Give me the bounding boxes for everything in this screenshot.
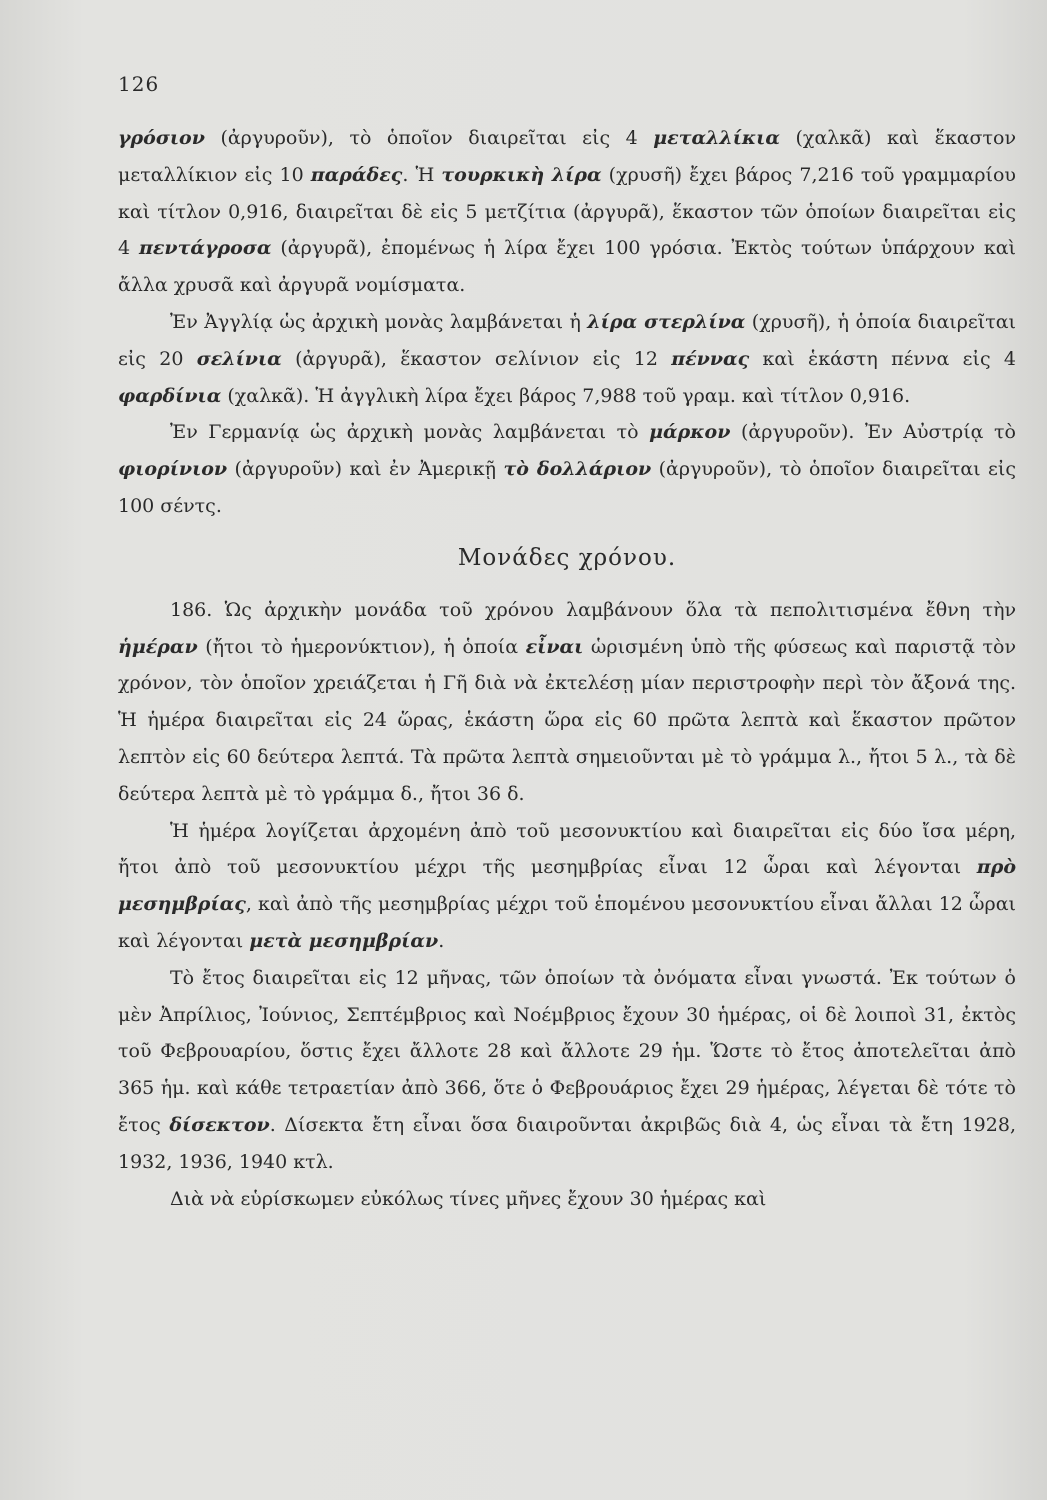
text-run: (ἀργυρᾶ), ἕκαστον σελίνιον εἰς 12 (281, 347, 672, 370)
text-run: 186. Ὡς ἀρχικὴν μονάδα τοῦ χρόνου λαμβάνουν ὅλα τὰ πεπολιτισμένα ἔθνη τὴν (170, 598, 1016, 621)
text-run: (χαλκᾶ) καὶ ἕκαστον μεταλλίκιον εἰς 10 (118, 127, 1016, 186)
paragraph-7 (118, 1181, 1016, 1218)
emphasized-term: φαρδίνια (118, 384, 222, 407)
text-run: (χρυσῆ), ἡ ὁποία διαιρεῖται εἰς 20 (118, 310, 1016, 370)
text-run: (ἀργυροῦν) καὶ ἐν Ἀμερικῇ (227, 458, 504, 481)
emphasized-term: τὸ δολλάριον (503, 458, 652, 481)
text-run: (χαλκᾶ). Ἡ ἀγγλικὴ λίρα ἔχει βάρος 7,988 τοῦ γραμ. καὶ τίτλον 0,916. (221, 384, 911, 407)
text-run: . Ἡ (402, 163, 442, 186)
text-run: (ἀργυρᾶ), ἐπομένως ἡ λίρα ἔχει 100 γρόσια. Ἐκτὸς τούτων ὑπάρχουν καὶ ἄλλα χρυσᾶ καὶ ἀργυρᾶ νομίσματα. (118, 237, 1016, 297)
emphasized-term: παράδες (310, 163, 403, 186)
emphasized-term: μάρκον (649, 421, 731, 444)
emphasized-term: τουρκικὴ λίρα (441, 163, 602, 186)
emphasized-term: πρὸ μεσημβρίας (118, 856, 1016, 916)
text-run: . (438, 929, 445, 952)
emphasized-term: μεταλλίκια (653, 127, 780, 149)
paragraph-2 (118, 304, 1016, 414)
text-run: Ἡ ἡμέρα λογίζεται ἀρχομένη ἀπὸ τοῦ μεσονυκτίου καὶ διαιρεῖται εἰς δύο ἴσα μέρη, ἤτοι ἀπὸ τοῦ μεσονυκτίου μέχρι τῆς μεσημβρίας εἶναι 12 ὧραι καὶ λέγονται (118, 819, 1016, 879)
paragraph-1 (118, 120, 1016, 304)
text-run: , καὶ ἀπὸ τῆς μεσημβρίας μέχρι τοῦ ἑπομένου μεσονυκτίου εἶναι ἄλλαι 12 ὧραι καὶ λέγονται (118, 893, 1016, 952)
text-run: . Δίσεκτα ἔτη εἶναι ὅσα διαιροῦνται ἀκριβῶς διὰ 4, ὡς εἶναι τὰ ἔτη 1928, 1932, 1936, 1940 κτλ. (118, 1113, 1016, 1173)
body-text (118, 120, 1016, 1217)
text-run: (ἀργυροῦν), τὸ ὁποῖον διαιρεῖται εἰς 4 (204, 127, 654, 149)
paragraph-3 (118, 414, 1016, 524)
text-run: (ἤτοι τὸ ἡμερονύκτιον), ἡ ὁποία (197, 635, 526, 658)
emphasized-term: γρόσιον (118, 127, 205, 149)
emphasized-term: πέννας (671, 347, 750, 370)
paragraph-5 (118, 813, 1016, 960)
text-run: (χρυσῆ) ἔχει βάρος 7,216 τοῦ γραμμαρίου καὶ τίτλον 0,916, διαιρεῖται δὲ εἰς 5 μετζίτια (ἀργυρᾶ), ἕκαστον τῶν ὁποίων διαιρεῖται εἰς 4 (118, 163, 1016, 260)
page-number: 126 (118, 72, 160, 96)
emphasized-term: μετὰ μεσημβρίαν (249, 929, 439, 952)
text-run: Τὸ ἔτος διαιρεῖται εἰς 12 μῆνας, τῶν ὁποίων τὰ ὀνόματα εἶναι γνωστά. Ἐκ τούτων ὁ μὲν Ἀπρίλιος, Ἰούνιος, Σεπτέμβριος καὶ Νοέμβριος ἔχουν 30 ἡμέρας, οἱ δὲ λοιποὶ 31, ἐκτὸς τοῦ Φεβρουαρίου, ὅστις ἔχει ἄλλοτε 28 καὶ ἄλλοτε 29 ἡμ. Ὥστε τὸ ἔτος ἀποτελεῖται ἀπὸ 365 ἡμ. καὶ κάθε τετραετίαν ἀπὸ 366, ὅτε ὁ Φεβρουάριος ἔχει 29 ἡμέρας, λέγεται δὲ τότε τὸ ἔτος (118, 966, 1016, 1136)
text-run: Ἐν Ἀγγλίᾳ ὡς ἀρχικὴ μονὰς λαμβάνεται ἡ (170, 310, 588, 333)
text-run: (ἀργυροῦν). Ἐν Αὐστρίᾳ τὸ (730, 421, 1016, 444)
emphasized-term: πεντάγροσα (138, 237, 272, 260)
text-run: Ἐν Γερμανίᾳ ὡς ἀρχικὴ μονὰς λαμβάνεται τὸ (170, 421, 650, 444)
emphasized-term: λίρα στερλίνα (587, 310, 746, 333)
text-run: καὶ ἑκάστη πέννα εἰς 4 (749, 347, 1016, 370)
emphasized-term: σελίνια (196, 347, 282, 370)
text-run: Διὰ νὰ εὑρίσκωμεν εὐκόλως τίνες μῆνες ἔχουν 30 ἡμέρας καὶ (170, 1187, 767, 1210)
emphasized-term: δίσεκτον (169, 1113, 270, 1136)
text-run: ὡρισμένη ὑπὸ τῆς φύσεως καὶ παριστᾷ τὸν χρόνον, τὸν ὁποῖον χρειάζεται ἡ Γῆ διὰ νὰ ἐκτελέσῃ μίαν περιστροφὴν περὶ τὸν ἄξονά της. Ἡ ἡμέρα διαιρεῖται εἰς 24 ὥρας, ἑκάστη ὥρα εἰς 60 πρῶτα λεπτὰ καὶ ἕκαστον πρῶτον λεπτὸν εἰς 60 δεύτερα λεπτά. Τὰ πρῶτα λεπτὰ σημειοῦνται μὲ τὸ γράμμα λ., ἤτοι 5 λ., τὰ δὲ δεύτερα λεπτὰ μὲ τὸ γράμμα δ., ἤτοι 36 δ. (118, 635, 1016, 805)
emphasized-term: εἶναι (525, 635, 584, 658)
section-title: Μονάδες χρόνου. (457, 544, 677, 571)
paragraph-4 (118, 592, 1016, 813)
paragraph-6 (118, 960, 1016, 1181)
text-run: (ἀργυροῦν), τὸ ὁποῖον διαιρεῖται εἰς 100 σέντς. (118, 458, 1016, 517)
emphasized-term: ἡμέραν (118, 635, 198, 658)
emphasized-term: φιορίνιον (118, 458, 228, 481)
